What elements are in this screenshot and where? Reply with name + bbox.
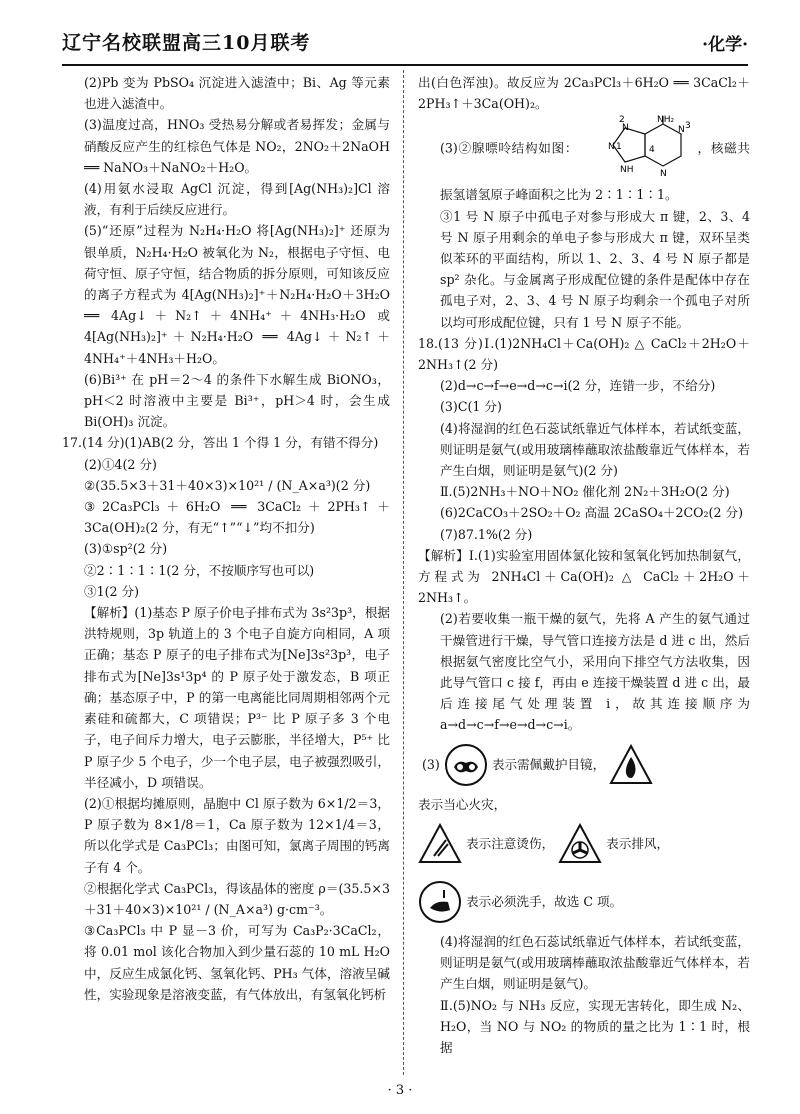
page-header (62, 20, 748, 64)
analysis-paragraph: (2)若要收集一瓶干燥的氨气，先将 A 产生的氨气通过干燥管进行干燥，导气管口连接方法是 d 进 c 出，然后根据氨气密度比空气小，采用向下排空气方法收集，因此导气管口 c 接 f，再由 e 连接干燥装置 d 进 c 出，最后连接尾气处理装置 i，故其连接顺序为 a→d→c→f→e→d→c→i。 (440, 611, 750, 733)
page-number: · 3 · (387, 1083, 413, 1098)
number-1: 1 (615, 142, 622, 153)
goggles-text: 表示需佩戴护目镜， (491, 757, 606, 773)
hot-text: 表示注意烫伤， (466, 836, 555, 852)
answer-line: ②(35.5×3＋31＋40×3)×10²¹ / (N_A×a³)(2 分) (84, 477, 371, 493)
header-rule (62, 64, 748, 66)
answer-line: ③1(2 分) (84, 583, 140, 599)
atom-nh: NH (619, 165, 634, 176)
subject-label: ·化学· (702, 35, 748, 55)
answer-line: (3)①sp²(2 分) (84, 541, 168, 557)
paragraph: 出(白色浑浊)。故反应为 2Ca₃PCl₃＋6H₂O ══ 3CaCl₂＋2PH₃↑＋3Ca(OH)₂。 (418, 75, 750, 112)
hot-surface-icon (418, 822, 462, 866)
analysis-paragraph: ③Ca₃PCl₃ 中 P 显－3 价，可写为 Ca₃P₂·3CaCl₂，将 0.01 mol 该化合物加入到少量石蕊的 10 mL H₂O 中，反应生成氯化钙、氢氧化钙、PH₃ 气体，溶液呈碱性，实验现象是溶液变蓝，有气体放出，有氢氧化钙析 (84, 923, 390, 1002)
icon-intro: (3) (422, 757, 440, 773)
question-18-heading: 18.(13 分)Ⅰ.(1)2NH₄Cl＋Ca(OH)₂ △ CaCl₂＋2H₂O＋2NH₃↑(2 分) (418, 335, 750, 373)
paragraph: (2)Pb 变为 PbSO₄ 沉淀进入滤渣中；Bi、Ag 等元素也进入滤渣中。 (84, 75, 390, 112)
analysis-paragraph: 【解析】(1)基态 P 原子价电子排布式为 3s²3p³，根据洪特规则，3p 轨道上的 3 个电子自旋方向相同，A 项正确；基态 P 原子的电子排布式为[Ne]3s²3p³，电子排布式为[Ne]3s¹3p⁴ 的 P 原子处于激发态，B 项正确；基态原子中，P 的第一电离能比同周期相邻两个元素硅和硫都大，C 项错误；P³⁻ 比 P 原子多 3 个电子，电子间斥力增大，电子云膨胀，半径增大，P⁵⁺ 比 P 原子少 5 个电子，少一个电子层，电子被强烈吸引，半径减小，D 项错误。 (84, 605, 390, 790)
answer-line: (4)将湿润的红色石蕊试纸靠近气体样本，若试纸变蓝，则证明是氨气(或用玻璃棒蘸取浓盐酸靠近气体样本，若产生白烟，则证明是氨气)(2 分) (440, 420, 750, 479)
analysis-paragraph: (4)将湿润的红色石蕊试纸靠近气体样本，若试纸变蓝，则证明是氨气(或用玻璃棒蘸取浓盐酸靠近气体样本，若产生白烟，则证明是氨气)。 (440, 933, 750, 992)
answer-line: Ⅱ.(5)2NH₃＋NO＋NO₂ 催化剂 2N₂＋3H₂O(2 分) (440, 484, 730, 500)
column-divider (403, 70, 404, 1075)
paragraph: (5)“还原”过程为 N₂H₄·H₂O 将[Ag(NH₃)₂]⁺ 还原为银单质，N₂H₄·H₂O 被氧化为 N₂，根据电子守恒、电荷守恒、原子守恒，结合物质的拆分原则，可知该反应的离子方程式为 4[Ag(NH₃)₂]⁺＋N₂H₄·H₂O＋3H₂O ══ 4Ag↓＋N₂↑＋4NH₄⁺＋4NH₃·H₂O 或 4[Ag(NH₃)₂]⁺＋N₂H₄·H₂O ══ 4Ag↓＋N₂↑＋4NH₄⁺＋4NH₃＋H₂O。 (84, 223, 390, 366)
fire-warning-icon (609, 743, 653, 787)
right-column (418, 72, 750, 1058)
nh2-label: NH₂ (656, 115, 674, 126)
paragraph: ③1 号 N 原子中孤电子对参与形成大 π 键，2、3、4 号 N 原子用剩余的单电子参与形成大 π 键，双环呈类似苯环的平面结构，所以 1、2、3、4 号 N 原子都是 sp² 杂化。与金属离子形成配位键的条件是配体中存在孤电子对，2、3、4 号 N 原子均剩余一个孤电子对所以均可形成配位键，只有 1 号 N 原子不能。 (440, 208, 750, 330)
answer-line: (6)2CaCO₃＋2SO₂＋O₂ 高温 2CaSO₄＋2CO₂(2 分) (440, 505, 743, 521)
atom-n3: N (677, 125, 685, 136)
exhaust-fan-icon (558, 822, 602, 866)
answer-line: (2)①4(2 分) (84, 456, 157, 472)
answer-line: (7)87.1%(2 分) (440, 526, 533, 542)
answer-line: ③2Ca₃PCl₃＋6H₂O ══ 3CaCl₂＋2PH₃↑＋3Ca(OH)₂(2 分，有无“↑”“↓”均不扣分) (84, 499, 390, 536)
answer-line: (3)C(1 分) (440, 399, 502, 415)
analysis-paragraph: ②根据化学式 Ca₃PCl₃，得该晶体的密度 ρ＝(35.5×3＋31＋40×3)×10²¹ / (N_A×a³) g·cm⁻³。 (84, 880, 390, 917)
adenine-structure-diagram (583, 114, 693, 184)
paragraph: (4)用氨水浸取 AgCl 沉淀，得到[Ag(NH₃)₂]Cl 溶液，有利于后续反应进行。 (84, 181, 390, 218)
goggles-icon (444, 743, 488, 787)
atom-n2: N (621, 123, 629, 134)
exam-title: 辽宁名校联盟高三10月联考 (62, 32, 311, 54)
safety-icons-row-2 (418, 815, 750, 873)
analysis-paragraph: 【解析】Ⅰ.(1)实验室用固体氯化铵和氢氧化钙加热制氨气，方程式为 2NH₄Cl＋Ca(OH)₂ △ CaCl₂＋2H₂O＋2NH₃↑。 (418, 547, 750, 606)
fire-text: 表示当心火灾， (418, 796, 507, 812)
left-column (62, 72, 390, 1005)
adenine-intro: (3)②腺嘌呤结构如图： (440, 140, 579, 156)
safety-icons-row-3 (418, 873, 750, 931)
paragraph: (3)温度过高，HNO₃ 受热易分解或者易挥发；金属与硝酸反应产生的红棕色气体是 NO₂，2NO₂＋2NaOH ══ NaNO₃＋NaNO₂＋H₂O。 (84, 117, 390, 175)
adenine-ratio: ，核磁共振氢谱氢原子峰面积之比为 2∶1∶1∶1。 (440, 140, 750, 203)
answer-line: (2)d→c→f→e→d→c→i(2 分，连错一步，不给分) (440, 378, 716, 394)
number-2: 2 (618, 115, 625, 126)
atom-n-bottom: N (659, 169, 667, 180)
wash-hands-text: 表示必须洗手，故选 C 项。 (466, 894, 623, 910)
exhaust-text: 表示排风， (606, 836, 670, 852)
wash-hands-icon (418, 880, 462, 924)
analysis-paragraph: Ⅱ.(5)NO₂ 与 NH₃ 反应，实现无害转化，即生成 N₂、H₂O，当 NO 与 NO₂ 的物质的量之比为 1∶1 时，根据 (440, 997, 750, 1055)
safety-icons-row-1 (418, 736, 750, 794)
analysis-paragraph: (2)①根据均摊原则，晶胞中 Cl 原子数为 6×1/2＝3，P 原子数为 8×1/8＝1，Ca 原子数为 12×1/4＝3，所以化学式是 Ca₃PCl₃；由图可知，氯离子周围的钙离子有 4 个。 (84, 795, 390, 875)
number-4: 4 (648, 145, 655, 156)
paragraph: (6)Bi³⁺ 在 pH＝2～4 的条件下水解生成 BiONO₃，pH＜2 时溶液中主要是 Bi³⁺，pH＞4 时，会生成 Bi(OH)₃ 沉淀。 (84, 371, 390, 430)
adenine-paragraph (418, 114, 750, 205)
answer-line: ②2∶1∶1∶1(2 分，不按顺序写也可以) (84, 562, 315, 578)
number-3: 3 (684, 121, 691, 132)
question-17-heading: 17.(14 分)(1)AB(2 分，答出 1 个得 1 分，有错不得分) (62, 435, 379, 451)
atom-n1: N (607, 142, 615, 153)
